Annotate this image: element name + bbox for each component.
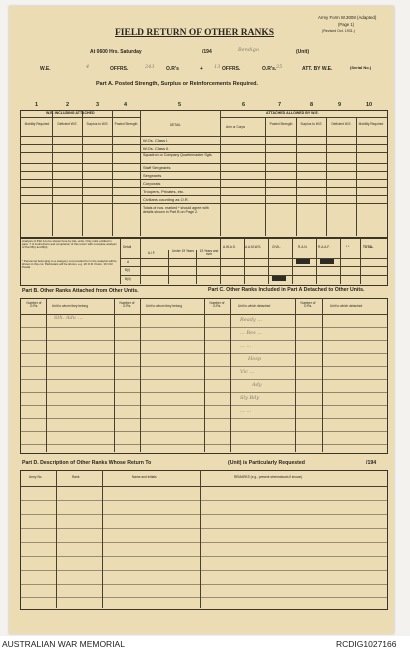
- part-d-col-rank: Rank: [72, 475, 80, 479]
- detail-row-label: Squadron or Company Quartermaster Sgts.: [143, 153, 213, 157]
- form-code-line3: (Revised Oct. 1931.): [322, 29, 355, 33]
- handwritten-c-entry: Hosp: [248, 356, 262, 362]
- offrs2-label: OFFRS.: [222, 66, 241, 72]
- analysis-row: B(i): [125, 268, 130, 272]
- part-a-title: Part A. Posted Strength, Surplus or Reinforcements Required.: [96, 81, 259, 87]
- part-d-date: /194: [366, 460, 377, 466]
- col-header-posted-att: Posted Strength: [269, 122, 293, 126]
- group-we-incl: W.E. INCLUDING ATTACHED: [46, 111, 95, 115]
- handwritten-c-entry: Ready ...: [240, 317, 263, 323]
- part-c-col-num: Number of O.Rs.: [300, 301, 316, 309]
- handwritten-c-entry: ... ...: [240, 408, 252, 414]
- analysis-col: Under 19 Years: [172, 249, 194, 253]
- col-number: 10: [366, 102, 373, 108]
- att-label: ATT. BY W.E.: [302, 66, 333, 72]
- ors2-label: O.R's.: [262, 66, 277, 72]
- handwritten-we-ors: 243: [145, 64, 155, 70]
- detail-row-label: Troopers, Privates, etc.: [143, 189, 185, 194]
- col-header-deficient: Deficient W.E.: [57, 122, 78, 126]
- col-header-deficient-att: Deficient W.E.: [331, 122, 352, 126]
- analysis-col: TOTAL: [363, 245, 374, 249]
- we-label: W.E.: [40, 66, 51, 72]
- col-number: 9: [338, 102, 342, 108]
- col-header-surplus: Surplus to W.E.: [86, 122, 109, 126]
- detail-row-label: W.Os. Class II.: [143, 146, 170, 151]
- part-d-col-remarks: REMARKS (e.g., present whereabouts if known).: [234, 475, 304, 479]
- part-c-title: Part C. Other Ranks Included in Part A Detached to Other Units.: [208, 287, 365, 293]
- analysis-col: R.A.N.: [298, 245, 308, 249]
- analysis-col: * *: [346, 245, 350, 249]
- ors-label: O.R's: [166, 66, 179, 72]
- detail-row-label: Totals of nos. marked * should agree with details shown in Part B on Page 2.: [143, 206, 209, 215]
- form-code-line2: (Page 1): [338, 22, 355, 27]
- handwritten-place: Bendigo: [238, 47, 259, 53]
- analysis-note: Analysis of Part A to be shown here by ALL units. Only units entitled in para. 7 of instructions and completion of this return with complete analysis of Part B(i) and B(ii).: [22, 239, 117, 250]
- part-b-col-num: Number of O.Rs.: [119, 301, 135, 309]
- unit-label: (Unit): [296, 49, 310, 55]
- detail-row-label: Sergeants: [143, 173, 162, 178]
- col-number: 3: [96, 102, 100, 108]
- part-d-title-2: (Unit) is Particularly Requested: [228, 460, 305, 466]
- handwritten-c-entry: Ady: [252, 382, 262, 388]
- col-number: 8: [310, 102, 314, 108]
- part-d-table: [20, 470, 388, 610]
- col-number: 4: [124, 102, 128, 108]
- part-c-col-unit: Unit to which detached: [238, 304, 271, 308]
- analysis-col: CIVIL.: [272, 245, 281, 249]
- blacked-cell: [320, 259, 334, 264]
- part-d-col-armyno: Army No.: [29, 475, 43, 479]
- analysis-note-2: * Personnel belonging to a category not provided for in the analysis will be shown in this col. Particulars will be shown, e.g. 20 O.R. Postn. 16 O.R. Postal.: [22, 259, 117, 270]
- footer-right: RCDIG1027166: [336, 639, 397, 649]
- analysis-row: A: [127, 260, 130, 264]
- handwritten-att-ors: 25: [276, 64, 283, 70]
- part-d-title: Part D. Description of Other Ranks Whose Return To: [22, 460, 152, 466]
- part-b-col-unit: Unit to whom they belong: [146, 304, 182, 308]
- handwritten-c-entry: Vic ...: [240, 369, 255, 375]
- part-c-col-num: Number of O.Rs.: [209, 301, 225, 309]
- detail-row-label: Corporals: [143, 181, 161, 186]
- analysis-col: A.A.M.W.S.: [245, 245, 262, 249]
- blacked-cell: [296, 259, 310, 264]
- detail-row-label: W.Os. Class I.: [143, 138, 169, 143]
- archive-footer: [0, 636, 410, 654]
- col-number: 2: [66, 102, 70, 108]
- handwritten-c-entry: Sly Bdy: [240, 395, 260, 401]
- part-b-title: Part B. Other Ranks Attached from Other Units.: [22, 288, 139, 294]
- blacked-cell: [272, 276, 286, 281]
- analysis-col: Detail: [123, 245, 132, 249]
- handwritten-b-entry: Sth. Adv. ...: [54, 315, 83, 321]
- col-number: 5: [178, 102, 182, 108]
- form-title: FIELD RETURN OF OTHER RANKS: [115, 28, 275, 38]
- part-b-col-unit: Unit to whom they belong: [52, 304, 88, 308]
- part-a-table: [20, 110, 388, 238]
- col-number: 7: [278, 102, 282, 108]
- col-header-surplus-att: Surplus to W.E.: [300, 122, 323, 126]
- handwritten-c-entry: ... ...: [240, 343, 252, 349]
- offrs-label: OFFRS.: [110, 66, 129, 72]
- analysis-row: B(ii): [125, 277, 131, 281]
- part-b-col-num: Number of O.Rs.: [26, 301, 42, 309]
- analysis-col: A.W.A.S.: [223, 245, 236, 249]
- col-header-posted: Posted Strength: [114, 122, 138, 126]
- handwritten-c-entry: ... Res ...: [240, 330, 263, 336]
- group-attached: ATTACHED ALLOWED BY W.E.: [266, 111, 319, 115]
- form-code-line1: Army Form W.3008 (Adapted): [318, 15, 377, 20]
- handwritten-att-offrs: 13: [214, 64, 221, 70]
- col-number: 1: [35, 102, 39, 108]
- serial-label: (Serial No.): [350, 65, 372, 70]
- plus-sign: +: [200, 66, 203, 72]
- col-header-mobility-att: Mobility Required: [358, 122, 384, 126]
- at-line: At 0600 Hrs. Saturday: [90, 49, 142, 55]
- analysis-col: R.A.A.F.: [318, 245, 330, 249]
- analysis-col: A.I.F.: [148, 251, 156, 255]
- footer-left: AUSTRALIAN WAR MEMORIAL: [2, 639, 125, 649]
- analysis-col: 19 Years and over: [199, 249, 219, 257]
- detail-row-label: Staff Sergeants: [143, 165, 171, 170]
- col-header-arm: Arm or Corps: [226, 125, 245, 129]
- at-line-suffix: /194: [202, 49, 212, 55]
- handwritten-we-offrs: 4: [86, 64, 90, 70]
- col-number: 6: [242, 102, 246, 108]
- part-d-col-name: Name and Initials: [132, 475, 157, 479]
- detail-row-label: Civilians counting as O.R.: [143, 197, 189, 202]
- part-c-col-unit: Unit to which detached: [330, 304, 363, 308]
- col-header-detail: DETAIL: [170, 123, 181, 127]
- col-header-mobility: Mobility Required: [24, 122, 50, 126]
